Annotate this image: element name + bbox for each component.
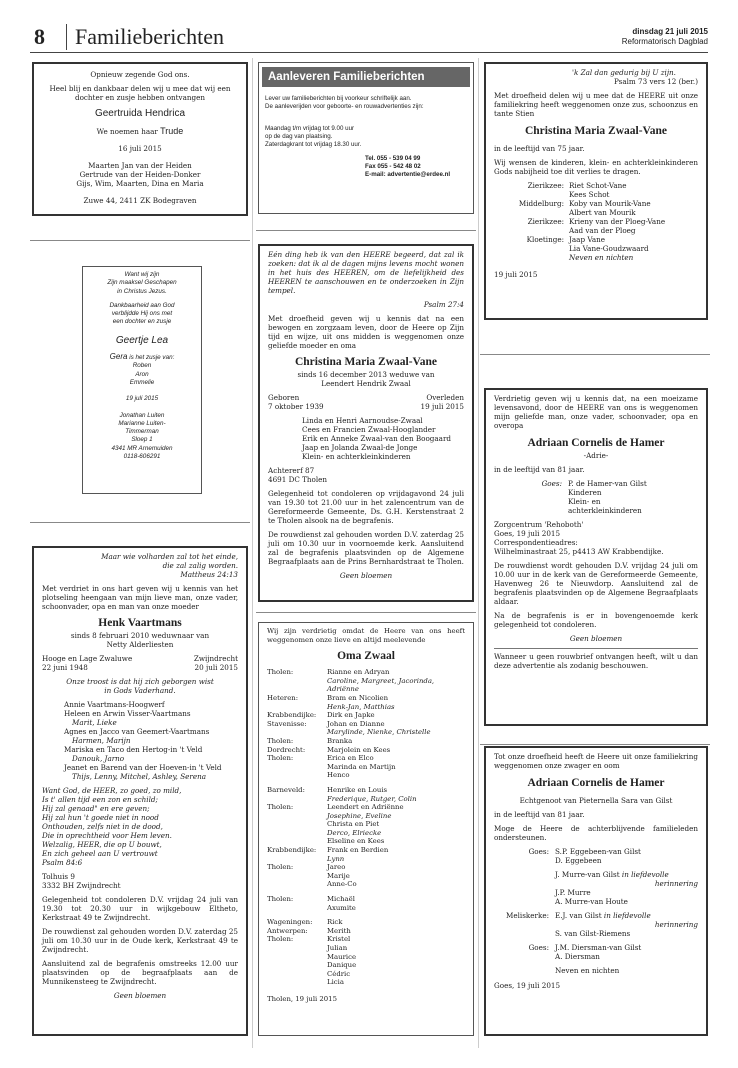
parent-name: Timmerman — [125, 428, 159, 436]
list-row — [494, 199, 698, 208]
list-row — [267, 812, 465, 821]
address: Sloep 1 — [131, 436, 153, 444]
death-notice-vaartmans — [32, 546, 248, 1036]
list-row — [267, 703, 465, 712]
address: Zorgcentrum 'Rehoboth' — [494, 520, 584, 529]
death-date: 20 juli 2015 — [194, 663, 238, 672]
death-notice-de-hamer-inlaws — [484, 746, 708, 1036]
place-label — [494, 244, 569, 253]
place-label: Middelburg: — [518, 199, 564, 208]
place-label — [267, 829, 327, 838]
death-notice-oma-zwaal — [258, 622, 474, 1036]
family-member: Neven en nichten — [555, 966, 620, 975]
family-member: Krieny van der Ploeg-Vane — [569, 217, 666, 226]
place-label — [267, 855, 327, 864]
grandchildren: Thijs, Lenny, Mitchel, Ashley, Serena — [72, 772, 207, 781]
phone: 0118-606291 — [123, 453, 161, 461]
family-member: S. van Gilst-Riemens — [555, 929, 631, 938]
place-label — [494, 208, 569, 217]
family-member: Jaap Vane — [569, 235, 606, 244]
list-row — [494, 181, 698, 190]
family-member: Henk-Jan, Matthias — [327, 702, 395, 711]
spouse-name: Echtgenoot van Pieternella Sara van Gilst — [519, 796, 673, 805]
place-label: Antwerpen: — [267, 926, 308, 935]
spouse-name: Leendert Hendrik Zwaal — [321, 379, 411, 388]
list-row — [267, 904, 465, 913]
list-row — [267, 728, 465, 737]
list-row — [267, 820, 465, 829]
age-text: in de leeftijd van 75 jaar. — [494, 144, 585, 153]
verse-reference: Psalm 27:4 — [423, 300, 464, 309]
header-date-block — [622, 27, 708, 47]
closing-note: Geen bloemen — [113, 991, 167, 1000]
section-title: Familieberichten — [66, 24, 224, 50]
place-label — [267, 978, 327, 987]
sibling-name: Aron — [135, 370, 149, 378]
siblings: Gijs, Wim, Maarten, Dina en Maria — [76, 179, 204, 188]
child-name: Geertje Lea — [115, 334, 169, 346]
list-row — [267, 935, 465, 944]
list-row — [494, 226, 698, 235]
family-list — [494, 847, 698, 975]
deceased-name: Christina Maria Zwaal-Vane — [524, 125, 668, 137]
place-label — [267, 837, 327, 846]
family-member: Heleen en Arwin Visser-Vaartmans — [64, 709, 191, 718]
place-label: Kloetinge: — [526, 235, 564, 244]
text-line: Maandag t/m vrijdag tot 9.00 uur — [265, 125, 355, 132]
age-text: in de leeftijd van 81 jaar. — [494, 465, 585, 474]
family-member: Jareo — [327, 863, 346, 872]
family-member: A. Murre-van Houte — [555, 897, 628, 906]
note-text: Wanneer u geen rouwbrief ontvangen heeft, wilt u dan deze advertentie als zodanig beschouwen. — [494, 648, 698, 670]
place-label: Wageningen: — [267, 918, 313, 927]
family-member: Elseline en Kees — [327, 837, 385, 846]
list-row — [267, 895, 465, 904]
place-label — [267, 728, 327, 737]
family-member: Marinda en Martijn — [327, 762, 396, 771]
place-date: Goes, 19 juli 2015 — [494, 981, 561, 990]
grandchildren: Danouk, Jarno — [72, 754, 125, 763]
list-row — [267, 720, 465, 729]
condolence-info: Na de begrafenis is er in bovengenoemde kerk gelegenheid tot condoleren. — [494, 611, 698, 629]
place-label — [267, 961, 327, 970]
text-line: Want wij zijn — [124, 271, 160, 278]
place-label: Tholen: — [267, 895, 294, 904]
call-name: Trude — [160, 126, 184, 136]
parent-name: Gertrude van der Heiden-Donker — [79, 170, 201, 179]
place-label: Stavenisse: — [267, 719, 307, 728]
family-member: Linda en Henri Aarnoudse-Zwaal — [302, 416, 423, 425]
text-line: Lever uw familieberichten bij voorkeur schriftelijk aan. — [265, 95, 412, 102]
separator — [256, 230, 476, 231]
text-line: in Christus Jezus. — [117, 287, 167, 295]
list-row — [267, 754, 465, 763]
family-member: Marylinde, Nienke, Christelle — [327, 728, 431, 737]
place-label: Tholen: — [267, 736, 294, 745]
text-line: op de dag van plaatsing. — [265, 133, 333, 140]
family-list — [494, 181, 698, 262]
text-line: Dankbaarheid aan God — [109, 301, 175, 309]
family-member: Derco, Elriecke — [327, 828, 382, 837]
family-member: Marjolein en Kees — [327, 745, 391, 754]
list-row — [267, 803, 465, 812]
birth-announcement-hendrica — [32, 62, 248, 216]
place-label: Zierikzee: — [527, 217, 564, 226]
bible-verse: die zal zalig worden. — [162, 561, 238, 570]
list-row — [267, 944, 465, 953]
family-member: Mariska en Taco den Hertog-in 't Veld — [64, 745, 203, 754]
family-member: Albert van Mourik — [569, 208, 636, 217]
death-notice-zwaal-vane-siblings — [484, 62, 708, 320]
place-label: Tholen: — [267, 803, 294, 812]
list-row — [494, 244, 698, 253]
text-line: Zaterdagkrant tot vrijdag 18.30 uur. — [265, 141, 362, 148]
place-label — [267, 763, 327, 772]
list-row — [494, 253, 698, 262]
age-text: in de leeftijd van 81 jaar. — [494, 810, 585, 819]
text-line: dochter en zusje hebben ontvangen — [74, 93, 206, 102]
deceased-name: Henk Vaartmans — [98, 617, 182, 629]
place-label: Goes: — [528, 943, 549, 952]
newspaper-name: Reformatorisch Dagblad — [621, 37, 708, 46]
birth-date: 16 juli 2015 — [118, 144, 162, 153]
phone-number: Tel. 055 - 539 04 99 — [365, 155, 421, 162]
intro-text: Wij zijn verdrietig omdat de Heere van ons heeft weggenomen onze lieve en altijd meelevende — [267, 627, 465, 644]
place-label — [267, 872, 327, 881]
list-row — [267, 795, 465, 804]
service-info: De rouwdienst wordt gehouden D.V. vrijdag 24 juli om 10.00 uur in de kerk van de Gereformeerde Gemeente, Havenweg 26 te Nieuwdorp. Aansluitend zal de begrafenis plaatsvinden op de Algemene Begraafplaats aldaar. — [494, 561, 698, 606]
family-member: Dirk en Japke — [327, 711, 375, 720]
address: Zuwe 44, 2411 ZK Bodegraven — [83, 196, 197, 205]
death-notice-zwaal-vane-family — [258, 244, 474, 602]
list-row — [267, 694, 465, 703]
deceased-name: Christina Maria Zwaal-Vane — [294, 356, 438, 368]
sibling-name: Gera — [109, 352, 128, 362]
separator — [480, 744, 710, 745]
list-row — [494, 217, 698, 226]
birth-announcement-lea — [82, 266, 202, 494]
list-row — [267, 771, 465, 780]
family-member: J.M. Diersman-van Gilst — [555, 943, 642, 952]
place-label: Dordrecht: — [267, 745, 306, 754]
family-member: Koby van Mourik-Vane — [569, 199, 651, 208]
text-line: in Gods Vaderhand. — [104, 686, 176, 695]
family-member: Erica en Elco — [327, 754, 374, 763]
memorial-note: in liefdevolle — [603, 911, 651, 920]
intro-text: Met droefheid geven wij u kennis dat na een bewogen en zorgzaam leven, door de Heere op Zijn tijd en wijze, uit ons midden is weggenomen onze geliefde moeder en oma — [268, 314, 464, 350]
place-label — [267, 970, 327, 979]
family-member: Anne-Co — [327, 880, 357, 889]
birth-date: 22 juni 1948 — [42, 663, 88, 672]
place-label — [494, 190, 569, 199]
address: Achtererf 87 — [268, 466, 315, 475]
family-member: Caroline, Margreet, Jacorinda, Adriënne — [327, 676, 435, 694]
address: 4691 DC Tholen — [268, 475, 328, 484]
list-row — [267, 927, 465, 936]
family-member: E.J. van Gilst — [555, 911, 602, 920]
list-row — [267, 763, 465, 772]
family-member: Branka — [327, 736, 353, 745]
place-label: Krabbendijke: — [267, 711, 317, 720]
list-row — [267, 970, 465, 979]
birth-date: 19 juli 2015 — [125, 395, 159, 403]
list-row — [267, 961, 465, 970]
list-row — [267, 863, 465, 872]
grandchildren: Harmen, Marijn — [72, 736, 131, 745]
family-member: Bram en Nicolien — [327, 693, 389, 702]
child-name: Geertruida Hendrica — [94, 108, 186, 119]
family-member: A. Diersman — [555, 952, 600, 961]
family-member: achterkleinkinderen — [568, 506, 642, 515]
separator — [256, 612, 476, 613]
family-member: Kees Schot — [569, 190, 610, 199]
list-row — [267, 668, 465, 677]
bible-verse: Maar wie volharden zal tot het einde, — [101, 552, 238, 561]
family-member: Neven en nichten — [569, 253, 634, 262]
service-info: De rouwdienst zal gehouden worden D.V. zaterdag 25 juli om 10.30 uur in voornoemde kerk. Aansluitend zal de begrafenis plaatsvinden op de Algemene Begraafplaats aan de Prins Bernhardstraat te Tholen. — [268, 530, 464, 566]
family-member: Henrike en Louis — [327, 785, 388, 794]
list-row — [267, 829, 465, 838]
email-address: E-mail: advertentie@erdee.nl — [365, 171, 451, 178]
text-line: sinds 16 december 2013 weduwe van — [297, 370, 435, 379]
place-label — [267, 953, 327, 962]
list-row — [267, 846, 465, 855]
family-member: Annie Vaartmans-Hoogwerf — [64, 700, 165, 709]
place-label: Meliskerke: — [506, 911, 549, 920]
deceased-name: Adriaan Cornelis de Hamer — [527, 437, 665, 449]
place-label — [267, 795, 327, 804]
family-member: Leendert en Adriënne — [327, 803, 404, 812]
place-label — [267, 771, 327, 780]
list-row — [267, 855, 465, 864]
place-label — [267, 677, 327, 694]
closing-note: Geen bloemen — [569, 634, 623, 643]
bible-verse: 'k Zal dan gedurig bij U zijn. — [572, 68, 676, 77]
family-member: Lynn — [327, 854, 345, 863]
memorial-note: herinnering — [654, 920, 698, 929]
family-member: Klein- en — [568, 497, 601, 506]
text-line: is het zusje van: — [129, 354, 175, 362]
verse-reference: Psalm 73 vers 12 (ber.) — [614, 77, 698, 86]
place-date: Tholen, 19 juli 2015 — [267, 994, 337, 1003]
text-line: verblijdde Hij ons met — [111, 310, 173, 318]
info-box-title: Aanleveren Familieberichten — [262, 67, 470, 87]
family-member: J.P. Murre — [555, 888, 591, 897]
text-line: Overleden — [426, 393, 464, 402]
fax-number: Fax 055 - 542 48 02 — [365, 163, 421, 170]
place-label: Zierikzee: — [527, 181, 564, 190]
place-label — [267, 703, 327, 712]
text-line: Zijn maaksel Geschapen — [107, 279, 177, 287]
info-box-aanleveren — [258, 62, 474, 214]
family-member: Klein- en achterkleinkinderen — [302, 452, 411, 461]
text-line: Opnieuw zegende God ons. — [90, 70, 190, 79]
text-line: Geboren — [268, 393, 300, 402]
family-member: Jeanet en Barend van der Hoeven-in 't Veld — [64, 763, 222, 772]
family-member: Henco — [327, 771, 350, 780]
list-row — [267, 711, 465, 720]
text-line: sinds 8 februari 2010 weduwnaar van — [70, 631, 210, 640]
family-member: Lia Vane-Goudzwaard — [569, 244, 649, 253]
family-member: J. Murre-van Gilst — [555, 870, 620, 879]
family-member: Aad van der Ploeg — [569, 226, 636, 235]
list-row — [267, 918, 465, 927]
place-label — [267, 820, 327, 829]
verse-reference: Mattheus 24:13 — [180, 570, 238, 579]
list-row — [267, 953, 465, 962]
separator — [30, 522, 250, 523]
list-row — [267, 837, 465, 846]
burial-info: Aansluitend zal de begrafenis omstreeks 12.00 uur plaatsvinden op de begraafplaats aan de Munnikensteeg te Zwijndrecht. — [42, 959, 238, 986]
text-line: Wij wensen de kinderen, klein- en achterkleinkinderen Gods nabijheid toe dit verlies te dragen. — [494, 158, 698, 176]
place-label — [267, 880, 327, 889]
place-label: Barneveld: — [267, 785, 305, 794]
psalm-verse: Want God, de HEER, zo goed, zo mild, Is t' allen tijd een zon en schild; Hij zal genaad" en ere geven; Hij zal hun 't goede niet in nood Onthouden, zelfs niet in de dood, Die in oprechtheid voor Hem leven. Welzalig, HEER, die op U bouwt, En zich geheel aan U vertrouwt Psalm 84:6 — [42, 786, 182, 867]
service-info: De rouwdienst zal gehouden worden D.V. zaterdag 25 juli om 10.30 uur in de Oude kerk, Kerkstraat 49 te Zwijndrecht. — [42, 927, 238, 954]
address: 3332 BH Zwijndrecht — [42, 881, 121, 890]
grandchildren: Marit, Lieke — [72, 718, 117, 727]
intro-text: Met droefheid delen wij u mee dat de HEERE uit onze familiekring heeft weggenomen onze zus, schoonzus en tante Stien — [494, 91, 698, 118]
deceased-name: Adriaan Cornelis de Hamer — [527, 777, 665, 789]
separator — [480, 354, 710, 355]
address: Tolhuis 9 — [42, 872, 75, 881]
closing-note: Geen bloemen — [339, 571, 393, 580]
page-number: 8 — [34, 24, 45, 49]
family-member: Merith — [327, 926, 351, 935]
death-notice-de-hamer-family — [484, 388, 708, 726]
family-member: Danique — [327, 961, 357, 970]
parent-name: Jonathan Luiten — [119, 411, 165, 419]
birth-date: 7 oktober 1939 — [268, 402, 324, 411]
list-row — [267, 677, 465, 694]
family-member: Erik en Anneke Zwaal-van den Boogaard — [302, 434, 452, 443]
memorial-note: in liefdevolle — [621, 870, 669, 879]
notice-date: 19 juli 2015 — [494, 270, 538, 279]
place-label: Tholen: — [267, 754, 294, 763]
place-label — [494, 226, 569, 235]
death-place: Zwijndrecht — [193, 654, 238, 663]
list-row — [267, 880, 465, 889]
birth-place: Hooge en Lage Zwaluwe — [42, 654, 133, 663]
family-member: Licia — [327, 978, 344, 987]
family-member: Christa en Piet — [327, 820, 380, 829]
page-header — [30, 24, 708, 53]
family-member: Michaël — [327, 895, 355, 904]
family-member: Marije — [327, 871, 350, 880]
text-line: Correspondentieadres: — [494, 538, 578, 547]
deceased-name: Oma Zwaal — [337, 650, 395, 663]
list-row — [267, 872, 465, 881]
column-divider — [252, 58, 253, 1048]
death-date: 19 juli 2015 — [420, 402, 464, 411]
spouse-name: Netty Alderliesten — [106, 640, 174, 649]
family-member: D. Eggebeen — [555, 856, 602, 865]
place-label: Tholen: — [267, 668, 294, 677]
text-line: Heel blij en dankbaar delen wij u mee dat wij een — [49, 84, 231, 93]
family-member: S.P. Eggebeen-van Gilst — [555, 847, 641, 856]
family-member: Frank en Berdien — [327, 846, 389, 855]
condolence-info: Gelegenheid tot condoleren op vrijdagavond 24 juli van 19.30 tot 21.00 uur in het zalencentrum van de Gereformeerde Gemeente, Ds. G.H. Kerstenstraat 2 te Tholen alsook na de begrafenis. — [268, 489, 464, 525]
family-member: Agnes en Jacco van Geemert-Vaartmans — [64, 727, 210, 736]
list-row — [267, 978, 465, 987]
separator — [30, 240, 250, 241]
list-row — [267, 786, 465, 795]
grandchildren-list — [267, 668, 465, 987]
place-label: Goes: — [541, 479, 562, 488]
address: 4341 MR Arnemuiden — [111, 444, 173, 452]
column-divider — [478, 58, 479, 1048]
family-member: Kristel — [327, 935, 351, 944]
parent-name: Marianne Luiten- — [118, 419, 166, 427]
family-member: Cédric — [327, 969, 351, 978]
family-member: Axumite — [327, 903, 356, 912]
place-label: Tholen: — [267, 863, 294, 872]
list-row — [494, 190, 698, 199]
place-date: Goes, 19 juli 2015 — [494, 529, 561, 538]
place-label — [267, 904, 327, 913]
family-member: Cees en Francien Zwaal-Hooglander — [302, 425, 436, 434]
family-member: Maurice — [327, 952, 357, 961]
text-line: Onze troost is dat hij zich geborgen wist — [66, 677, 214, 686]
bible-verse: Eén ding heb ik van den HEERE begeerd, dat zal ik zoeken: dat ik al de dagen mijns levens mocht wonen in het huis des HEEREN, om de liefelijkheid des HEEREN te aanschouwen en te onderzoeken in Zijn tempel. — [268, 250, 464, 295]
sibling-name: Emmelie — [129, 378, 155, 386]
condolence-info: Gelegenheid tot condoleren D.V. vrijdag 24 juli van 19.30 tot 20.30 uur in wijkgebouw Eltheto, Kerkstraat 49 te Zwijndrecht. — [42, 895, 238, 922]
place-label — [267, 944, 327, 953]
family-member: Julian — [327, 944, 348, 952]
place-label: Krabbendijke: — [267, 846, 317, 855]
place-label: Goes: — [528, 847, 549, 856]
family-member: Frederique, Rutger, Colin — [327, 794, 417, 803]
place-label — [494, 253, 569, 262]
family-member: Rianne en Adryan — [327, 668, 390, 677]
family-member: Johan en Dianne — [327, 719, 385, 728]
nickname: -Adrie- — [583, 451, 609, 460]
family-member: Rick — [327, 918, 343, 927]
text-line: De aanleverijden voor geboorte- en rouwadvertenties zijn: — [265, 103, 424, 110]
text-line: Moge de Heere de achterblijvende familieleden ondersteunen. — [494, 824, 698, 842]
family-member: Josephine, Eveline — [327, 811, 392, 820]
family-member: Jaap en Jolanda Zwaal-de Jonge — [302, 443, 418, 452]
memorial-note: herinnering — [654, 879, 698, 888]
intro-text: Verdrietig geven wij u kennis dat, na een moeizame levensavond, door de HEERE van ons is weggenomen mijn geliefde man, onze vader, schoonvader, opa en overopa — [494, 394, 698, 430]
sibling-name: Roben — [132, 362, 152, 370]
intro-text: Met verdriet in ons hart geven wij u kennis van het plotseling heengaan van mijn lieve man, onze vader, schoonvader, opa en man van onze moeder — [42, 584, 238, 611]
place-label: Heteren: — [267, 693, 299, 702]
issue-date: dinsdag 21 juli 2015 — [632, 27, 708, 36]
family-member: Kinderen — [568, 488, 602, 497]
list-row — [267, 746, 465, 755]
family-member: P. de Hamer-van Gilst — [568, 479, 647, 488]
list-row — [267, 737, 465, 746]
place-label: Tholen: — [267, 935, 294, 944]
list-row — [494, 208, 698, 217]
family-member: Riet Schot-Vane — [569, 181, 627, 190]
parent-name: Maarten Jan van der Heiden — [88, 161, 192, 170]
text-line: We noemen haar — [96, 127, 158, 136]
address: Wilhelminastraat 25, p4413 AW Krabbendijke. — [494, 547, 664, 556]
place-label — [267, 812, 327, 821]
list-row — [494, 235, 698, 244]
text-line: een dochter en zusje — [112, 318, 172, 326]
intro-text: Tot onze droefheid heeft de Heere uit onze familiekring weggenomen onze zwager en oom — [494, 752, 698, 770]
